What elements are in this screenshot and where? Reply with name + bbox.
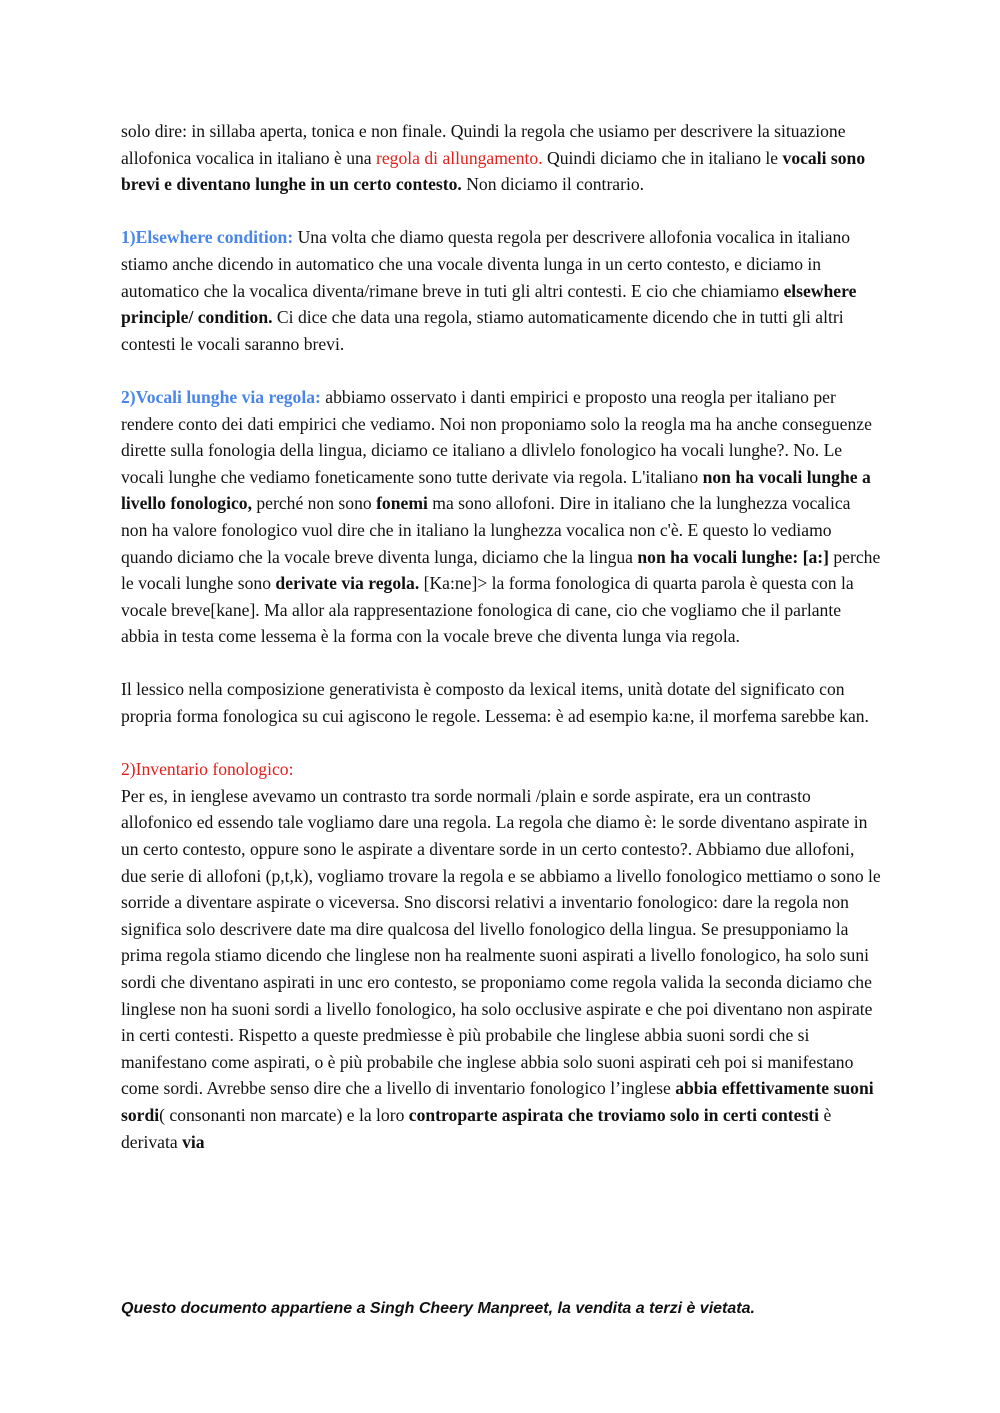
- paragraph-gap: [121, 730, 881, 757]
- text-run: perche le vocali lunghe sono: [121, 546, 881, 594]
- text-run: perché non sono: [251, 493, 377, 514]
- paragraph-vocali-lunghe: [121, 384, 881, 650]
- text-run: Una volta che diamo questa regola per descrivere allofonia vocalica in italiano stiamo anche dicendo in automatico che una vocale diventa lunga in un certo contesto, e diciamo in automatico che la vocalica diventa/rimane breve in tuti gli altri contesti. E cio che chiamiamo: [121, 227, 851, 301]
- highlight-regola-allungamento: regola di allungamento.: [376, 147, 543, 168]
- text-run: Quindi diciamo che in italiano le: [542, 147, 783, 168]
- paragraph-allungamento: [121, 118, 881, 198]
- text-run: abbiamo osservato i danti empirici e proposto una reogla per italiano per rendere conto dei dati empirici che vediamo. Noi non proponiamo solo la reogla ma ha anche conseguenze dirette sulla fonologia della lingua, diciamo ce italiano a dlivlelo fonologico ha vocali lunghe?. No. Le vocali lunghe che vediamo foneticamente sono tutte derivate via regola. L'italiano: [121, 386, 872, 487]
- section-heading-inventario: 2)Inventario fonologico:: [121, 759, 294, 780]
- bold-run: fonemi: [376, 493, 428, 514]
- section-heading-vocali-lunghe: 2)Vocali lunghe via regola:: [121, 386, 321, 407]
- text-run: [Ka:ne]> la forma fonologica di quarta parola è questa con la vocale breve[kane]. Ma allor ala rappresentazione fonologica di cane, cio che vogliamo che il parlante abbia in testa come lessema è la forma con la vocale breve che diventa lunga via regola.: [121, 573, 854, 647]
- text-run: ( consonanti non marcate) e la loro: [159, 1104, 409, 1125]
- bold-run: non ha vocali lunghe: [a:]: [637, 546, 829, 567]
- paragraph-elsewhere-condition: [121, 224, 881, 357]
- text-run: Per es, in ienglese avevamo un contrasto tra sorde normali /plain e sorde aspirate, era un contrasto allofonico ed essendo tale vogliamo dare una regola. La regola che diamo è: le sorde diventano aspirate in un certo contesto, oppure sono le aspirate a diventare sorde in un certo contesto?. Abbiamo due allofoni, due serie di allofoni (p,t,k), vogliamo trovare la regola e se abbiamo a livello fonologico mettiamo o sono le sorride a diventare aspirate o viceversa. Sno discorsi relativi a inventario fonologico: dare la regola non significa solo descrivere date ma dire qualcosa del livello fonologico della lingua. Se presupponiamo la prima regola stiamo dicendo che linglese non ha realmente suoni aspirati a livello fonologico, ha solo suni sordi che diventano aspirati in unc ero contesto, se proponiamo come regola valida la seconda diciamo che linglese non ha suoni sordi a livello fonologico, ha solo occlusive aspirate e che poi diventano non aspirate in certi contesti. Rispetto a queste predmìesse è più probabile che linglese abbia suoni sordi che si manifestano come aspirati, o è più probabile che inglese abbia solo suoni aspirati ceh poi si manifestano come sordi. Avrebbe senso dire che a livello di inventario fonologico l’inglese: [121, 785, 881, 1099]
- paragraph-gap: [121, 357, 881, 384]
- paragraph-inventario-fonologico: [121, 783, 881, 1155]
- bold-run: abbia effettivamente suoni sordi: [121, 1078, 874, 1125]
- text-run: è derivata: [121, 1104, 832, 1152]
- bold-run: vocali sono brevi e diventano lunghe in un certo contesto.: [121, 147, 866, 195]
- text-run: Ci dice che data una regola, stiamo automaticamente dicendo che in tutti gli altri contesti le vocali saranno brevi.: [121, 307, 844, 354]
- bold-run: via: [182, 1131, 205, 1152]
- document-body: [121, 118, 881, 1155]
- ownership-footer: Questo documento appartiene a Singh Cheery Manpreet, la vendita a terzi è vietata.: [121, 1300, 755, 1317]
- section-heading-elsewhere: 1)Elsewhere condition:: [121, 227, 294, 248]
- text-run: Non diciamo il contrario.: [461, 174, 645, 195]
- text-run: solo dire: in sillaba aperta, tonica e non finale. Quindi la regola che usiamo per descrivere la situazione allofonica vocalica in italiano è una: [121, 121, 846, 168]
- bold-run: controparte aspirata che troviamo solo in certi contesti: [408, 1104, 820, 1125]
- bold-run: derivate via regola.: [275, 573, 420, 594]
- text-run: ma sono allofoni. Dire in italiano che la lunghezza vocalica non ha valore fonologico vuol dire che in italiano la lunghezza vocalica non c'è. E questo lo vediamo quando diciamo che la vocale breve diventa lunga, diciamo che la lingua: [121, 493, 851, 567]
- paragraph-lessico: Il lessico nella composizione generativista è composto da lexical items, unità dotate del significato con propria forma fonologica su cui agiscono le regole. Lessema: è ad esempio ka:ne, il morfema sarebbe kan.: [121, 679, 869, 727]
- bold-run: elsewhere principle/ condition.: [121, 280, 857, 328]
- paragraph-gap: [121, 198, 881, 225]
- bold-run: non ha vocali lunghe a livello fonologico,: [121, 466, 871, 514]
- paragraph-gap: [121, 650, 881, 677]
